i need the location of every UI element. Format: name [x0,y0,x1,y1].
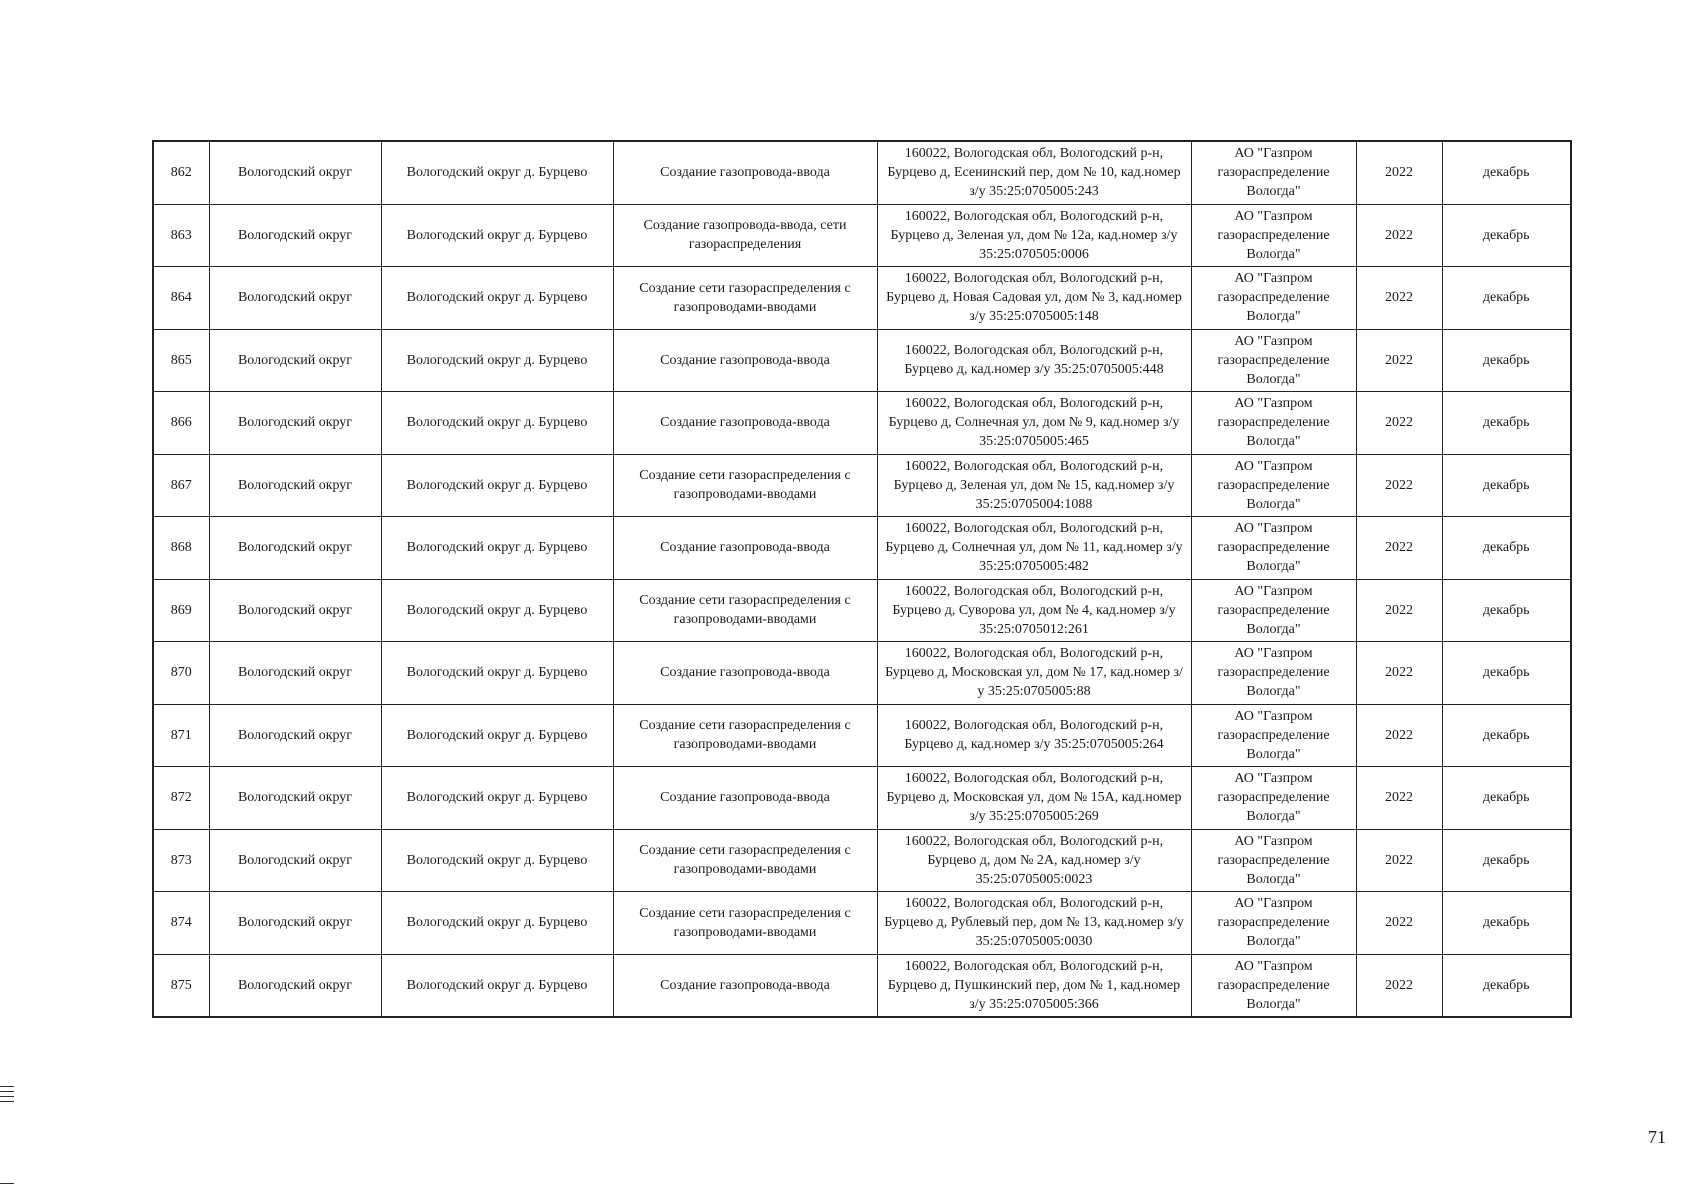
row-number: 874 [153,892,209,955]
month-cell: декабрь [1442,517,1571,580]
district-cell: Вологодский округ [209,329,381,392]
table-row [153,392,1571,455]
year-cell: 2022 [1356,767,1442,830]
address-cell: 160022, Вологодская обл, Вологодский р-н, Бурцево д, Солнечная ул, дом № 9, кад.номер з/у 35:25:0705005:465 [877,392,1191,455]
settlement-cell: Вологодский округ д. Бурцево [381,267,613,330]
month-cell: декабрь [1442,579,1571,642]
address-cell: 160022, Вологодская обл, Вологодский р-н, Бурцево д, Есенинский пер, дом № 10, кад.номер з/у 35:25:0705005:243 [877,141,1191,204]
settlement-cell: Вологодский округ д. Бурцево [381,767,613,830]
month-cell: декабрь [1442,829,1571,892]
row-number: 862 [153,141,209,204]
organization-cell: АО "Газпром газораспределение Вологда" [1191,517,1356,580]
address-cell: 160022, Вологодская обл, Вологодский р-н, Бурцево д, кад.номер з/у 35:25:0705005:448 [877,329,1191,392]
district-cell: Вологодский округ [209,204,381,267]
settlement-cell: Вологодский округ д. Бурцево [381,204,613,267]
organization-cell: АО "Газпром газораспределение Вологда" [1191,829,1356,892]
table-row [153,141,1571,204]
district-cell: Вологодский округ [209,829,381,892]
year-cell: 2022 [1356,829,1442,892]
address-cell: 160022, Вологодская обл, Вологодский р-н, Бурцево д, дом № 2А, кад.номер з/у 35:25:0705005:0023 [877,829,1191,892]
year-cell: 2022 [1356,204,1442,267]
table-row [153,204,1571,267]
organization-cell: АО "Газпром газораспределение Вологда" [1191,454,1356,517]
settlement-cell: Вологодский округ д. Бурцево [381,392,613,455]
district-cell: Вологодский округ [209,892,381,955]
work-type-cell: Создание сети газораспределения с газопроводами-вводами [613,579,877,642]
month-cell: декабрь [1442,767,1571,830]
organization-cell: АО "Газпром газораспределение Вологда" [1191,141,1356,204]
row-number: 870 [153,642,209,705]
month-cell: декабрь [1442,267,1571,330]
organization-cell: АО "Газпром газораспределение Вологда" [1191,329,1356,392]
work-type-cell: Создание газопровода-ввода, сети газораспределения [613,204,877,267]
organization-cell: АО "Газпром газораспределение Вологда" [1191,767,1356,830]
gasification-schedule-table [152,140,1572,1018]
work-type-cell: Создание газопровода-ввода [613,767,877,830]
work-type-cell: Создание газопровода-ввода [613,392,877,455]
row-number: 864 [153,267,209,330]
year-cell: 2022 [1356,329,1442,392]
row-number: 866 [153,392,209,455]
settlement-cell: Вологодский округ д. Бурцево [381,517,613,580]
district-cell: Вологодский округ [209,704,381,767]
year-cell: 2022 [1356,704,1442,767]
address-cell: 160022, Вологодская обл, Вологодский р-н, Бурцево д, кад.номер з/у 35:25:0705005:264 [877,704,1191,767]
year-cell: 2022 [1356,267,1442,330]
address-cell: 160022, Вологодская обл, Вологодский р-н, Бурцево д, Зеленая ул, дом № 12а, кад.номер з/у 35:25:070505:0006 [877,204,1191,267]
table-row [153,517,1571,580]
address-cell: 160022, Вологодская обл, Вологодский р-н, Бурцево д, Пушкинский пер, дом № 1, кад.номер з/у 35:25:0705005:366 [877,954,1191,1017]
month-cell: декабрь [1442,454,1571,517]
year-cell: 2022 [1356,392,1442,455]
work-type-cell: Создание газопровода-ввода [613,642,877,705]
organization-cell: АО "Газпром газораспределение Вологда" [1191,204,1356,267]
address-cell: 160022, Вологодская обл, Вологодский р-н, Бурцево д, Рублевый пер, дом № 13, кад.номер з/у 35:25:0705005:0030 [877,892,1191,955]
settlement-cell: Вологодский округ д. Бурцево [381,454,613,517]
organization-cell: АО "Газпром газораспределение Вологда" [1191,642,1356,705]
district-cell: Вологодский округ [209,454,381,517]
row-number: 867 [153,454,209,517]
district-cell: Вологодский округ [209,517,381,580]
year-cell: 2022 [1356,454,1442,517]
margin-mark [0,1183,14,1184]
work-type-cell: Создание газопровода-ввода [613,141,877,204]
address-cell: 160022, Вологодская обл, Вологодский р-н, Бурцево д, Зеленая ул, дом № 15, кад.номер з/у 35:25:0705004:1088 [877,454,1191,517]
row-number: 875 [153,954,209,1017]
row-number: 865 [153,329,209,392]
row-number: 871 [153,704,209,767]
organization-cell: АО "Газпром газораспределение Вологда" [1191,704,1356,767]
work-type-cell: Создание газопровода-ввода [613,954,877,1017]
district-cell: Вологодский округ [209,141,381,204]
settlement-cell: Вологодский округ д. Бурцево [381,141,613,204]
month-cell: декабрь [1442,141,1571,204]
work-type-cell: Создание газопровода-ввода [613,329,877,392]
district-cell: Вологодский округ [209,767,381,830]
table-row [153,454,1571,517]
month-cell: декабрь [1442,329,1571,392]
settlement-cell: Вологодский округ д. Бурцево [381,329,613,392]
address-cell: 160022, Вологодская обл, Вологодский р-н, Бурцево д, Новая Садовая ул, дом № 3, кад.номер з/у 35:25:0705005:148 [877,267,1191,330]
organization-cell: АО "Газпром газораспределение Вологда" [1191,392,1356,455]
table-row [153,954,1571,1017]
margin-mark [0,1086,14,1087]
address-cell: 160022, Вологодская обл, Вологодский р-н, Бурцево д, Суворова ул, дом № 4, кад.номер з/у 35:25:0705012:261 [877,579,1191,642]
organization-cell: АО "Газпром газораспределение Вологда" [1191,954,1356,1017]
work-type-cell: Создание сети газораспределения с газопроводами-вводами [613,892,877,955]
settlement-cell: Вологодский округ д. Бурцево [381,704,613,767]
month-cell: декабрь [1442,892,1571,955]
month-cell: декабрь [1442,704,1571,767]
work-type-cell: Создание сети газораспределения с газопроводами-вводами [613,704,877,767]
row-number: 863 [153,204,209,267]
work-type-cell: Создание газопровода-ввода [613,517,877,580]
year-cell: 2022 [1356,892,1442,955]
district-cell: Вологодский округ [209,954,381,1017]
year-cell: 2022 [1356,517,1442,580]
row-number: 869 [153,579,209,642]
settlement-cell: Вологодский округ д. Бурцево [381,954,613,1017]
table-row [153,579,1571,642]
row-number: 873 [153,829,209,892]
margin-mark [0,1091,14,1092]
work-type-cell: Создание сети газораспределения с газопроводами-вводами [613,829,877,892]
page-number: 71 [1648,1127,1666,1147]
organization-cell: АО "Газпром газораспределение Вологда" [1191,579,1356,642]
table-row [153,267,1571,330]
table-row [153,704,1571,767]
table-row [153,829,1571,892]
month-cell: декабрь [1442,954,1571,1017]
month-cell: декабрь [1442,204,1571,267]
year-cell: 2022 [1356,642,1442,705]
district-cell: Вологодский округ [209,267,381,330]
address-cell: 160022, Вологодская обл, Вологодский р-н, Бурцево д, Солнечная ул, дом № 11, кад.номер з/у 35:25:0705005:482 [877,517,1191,580]
district-cell: Вологодский округ [209,392,381,455]
table-body [153,141,1571,1017]
row-number: 868 [153,517,209,580]
settlement-cell: Вологодский округ д. Бурцево [381,642,613,705]
organization-cell: АО "Газпром газораспределение Вологда" [1191,267,1356,330]
month-cell: декабрь [1442,642,1571,705]
table-row [153,329,1571,392]
margin-mark [0,1101,14,1102]
address-cell: 160022, Вологодская обл, Вологодский р-н, Бурцево д, Московская ул, дом № 15А, кад.номер з/у 35:25:0705005:269 [877,767,1191,830]
settlement-cell: Вологодский округ д. Бурцево [381,892,613,955]
address-cell: 160022, Вологодская обл, Вологодский р-н, Бурцево д, Московская ул, дом № 17, кад.номер з/у 35:25:0705005:88 [877,642,1191,705]
row-number: 872 [153,767,209,830]
settlement-cell: Вологодский округ д. Бурцево [381,579,613,642]
organization-cell: АО "Газпром газораспределение Вологда" [1191,892,1356,955]
district-cell: Вологодский округ [209,579,381,642]
district-cell: Вологодский округ [209,642,381,705]
work-type-cell: Создание сети газораспределения с газопроводами-вводами [613,454,877,517]
year-cell: 2022 [1356,141,1442,204]
work-type-cell: Создание сети газораспределения с газопроводами-вводами [613,267,877,330]
table-row [153,642,1571,705]
table-row [153,892,1571,955]
margin-mark [0,1096,14,1097]
year-cell: 2022 [1356,579,1442,642]
settlement-cell: Вологодский округ д. Бурцево [381,829,613,892]
month-cell: декабрь [1442,392,1571,455]
table-row [153,767,1571,830]
year-cell: 2022 [1356,954,1442,1017]
